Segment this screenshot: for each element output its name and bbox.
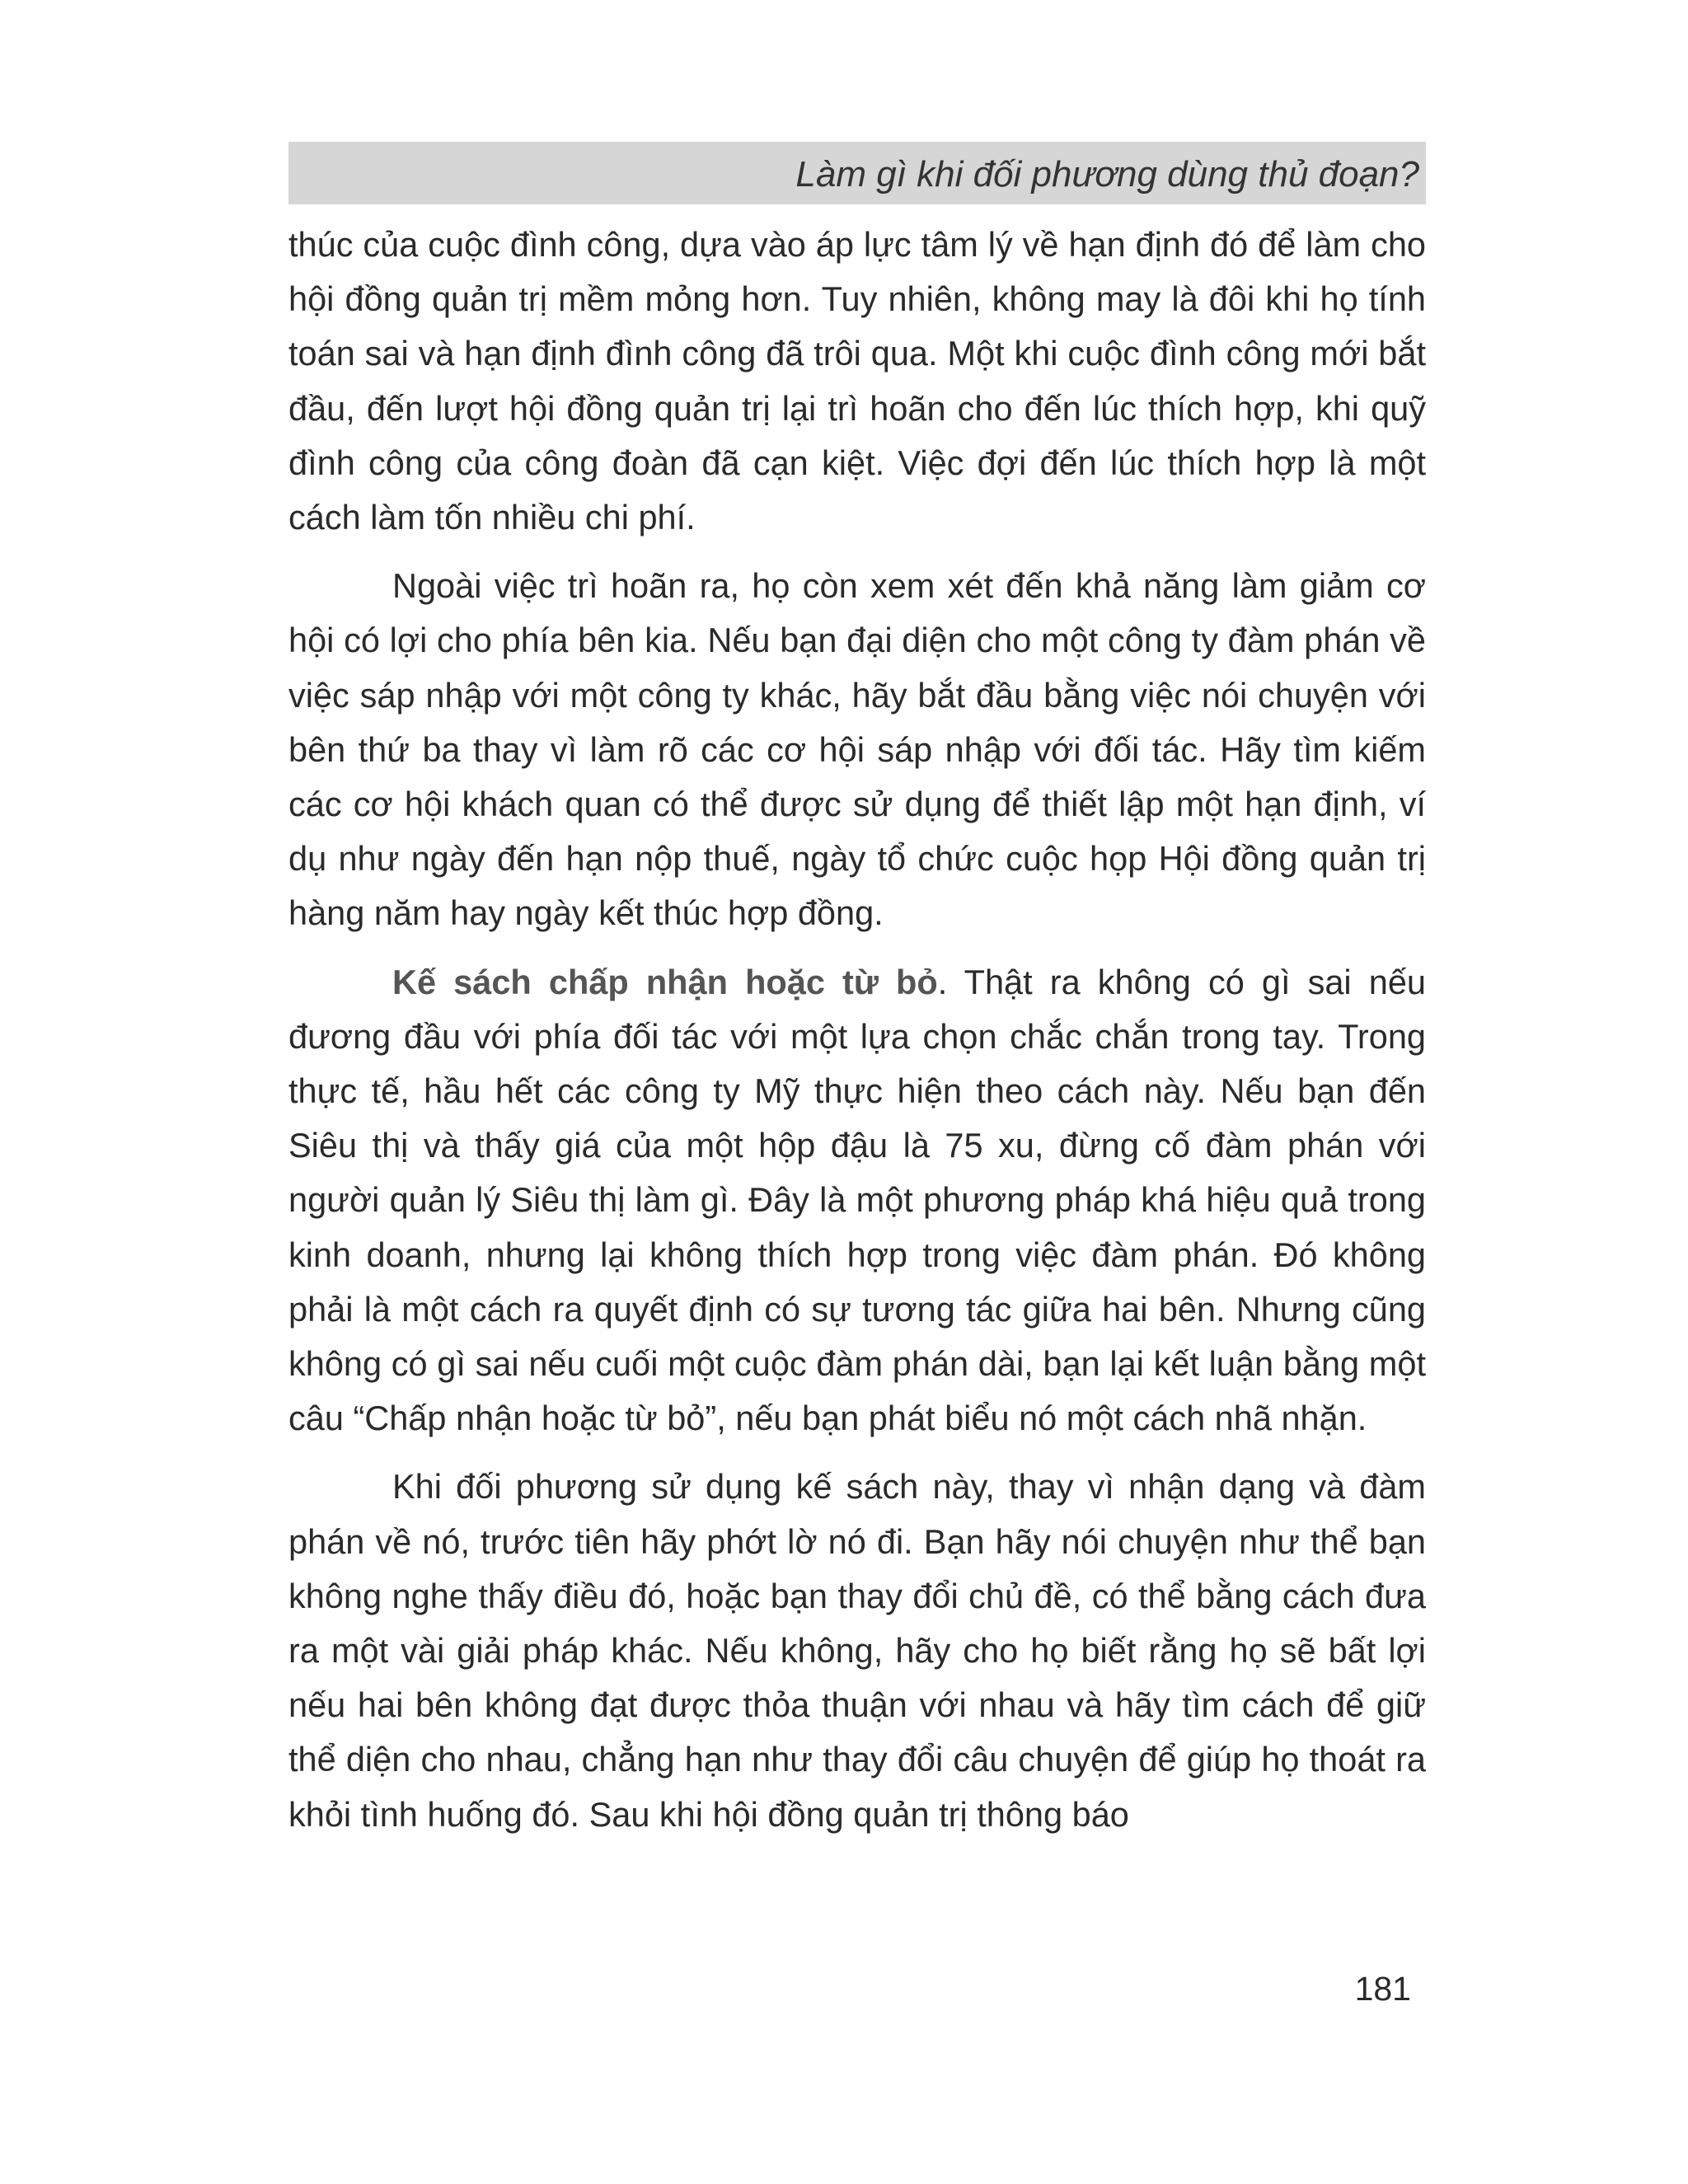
- paragraph-text: . Thật ra không có gì sai nếu đương đầu với phía đối tác với một lựa chọn chắc chắn trong tay. Trong thực tế, hầu hết các công ty Mỹ thực hiện theo cách này. Nếu bạn đến Siêu thị và thấy giá của một hộp đậu là 75 xu, đừng cố đàm phán với người quản lý Siêu thị làm gì. Đây là một phương pháp khá hiệu quả trong kinh doanh, nhưng lại không thích hợp trong việc đàm phán. Đó không phải là một cách ra quyết định có sự tương tác giữa hai bên. Nhưng cũng không có gì sai nếu cuối một cuộc đàm phán dài, bạn lại kết luận bằng một câu “Chấp nhận hoặc từ bỏ”, nếu bạn phát biểu nó một cách nhã nhặn.: [288, 962, 1426, 1438]
- paragraph-continued: thúc của cuộc đình công, dựa vào áp lực tâm lý về hạn định đó để làm cho hội đồng quản trị mềm mỏng hơn. Tuy nhiên, không may là đôi khi họ tính toán sai và hạn định đình công đã trôi qua. Một khi cuộc đình công mới bắt đầu, đến lượt hội đồng quản trị lại trì hoãn cho đến lúc thích hợp, khi quỹ đình công của công đoàn đã cạn kiệt. Việc đợi đến lúc thích hợp là một cách làm tốn nhiều chi phí.: [288, 225, 1426, 537]
- paragraph-take-it-or-leave-it: [288, 955, 1426, 1446]
- paragraph-response: Khi đối phương sử dụng kế sách này, thay vì nhận dạng và đàm phán về nó, trước tiên hãy phớt lờ nó đi. Bạn hãy nói chuyện như thể bạn không nghe thấy điều đó, hoặc bạn thay đổi chủ đề, có thể bằng cách đưa ra một vài giải pháp khác. Nếu không, hãy cho họ biết rằng họ sẽ bất lợi nếu hai bên không đạt được thỏa thuận với nhau và hãy tìm cách để giữ thể diện cho nhau, chẳng hạn như thay đổi câu chuyện để giúp họ thoát ra khỏi tình huống đó. Sau khi hội đồng quản trị thông báo: [288, 1467, 1426, 1834]
- section-lead-heading: Kế sách chấp nhận hoặc từ bỏ: [392, 962, 938, 1001]
- running-header: Làm gì khi đối phương dùng thủ đoạn?: [288, 142, 1426, 204]
- page-number: 181: [1354, 1970, 1411, 2008]
- body-text: [288, 218, 1426, 1842]
- paragraph-delay-tactic: Ngoài việc trì hoãn ra, họ còn xem xét đến khả năng làm giảm cơ hội có lợi cho phía bên kia. Nếu bạn đại diện cho một công ty đàm phán về việc sáp nhập với một công ty khác, hãy bắt đầu bằng việc nói chuyện với bên thứ ba thay vì làm rõ các cơ hội sáp nhập với đối tác. Hãy tìm kiếm các cơ hội khách quan có thể được sử dụng để thiết lập một hạn định, ví dụ như ngày đến hạn nộp thuế, ngày tổ chức cuộc họp Hội đồng quản trị hàng năm hay ngày kết thúc hợp đồng.: [288, 566, 1426, 933]
